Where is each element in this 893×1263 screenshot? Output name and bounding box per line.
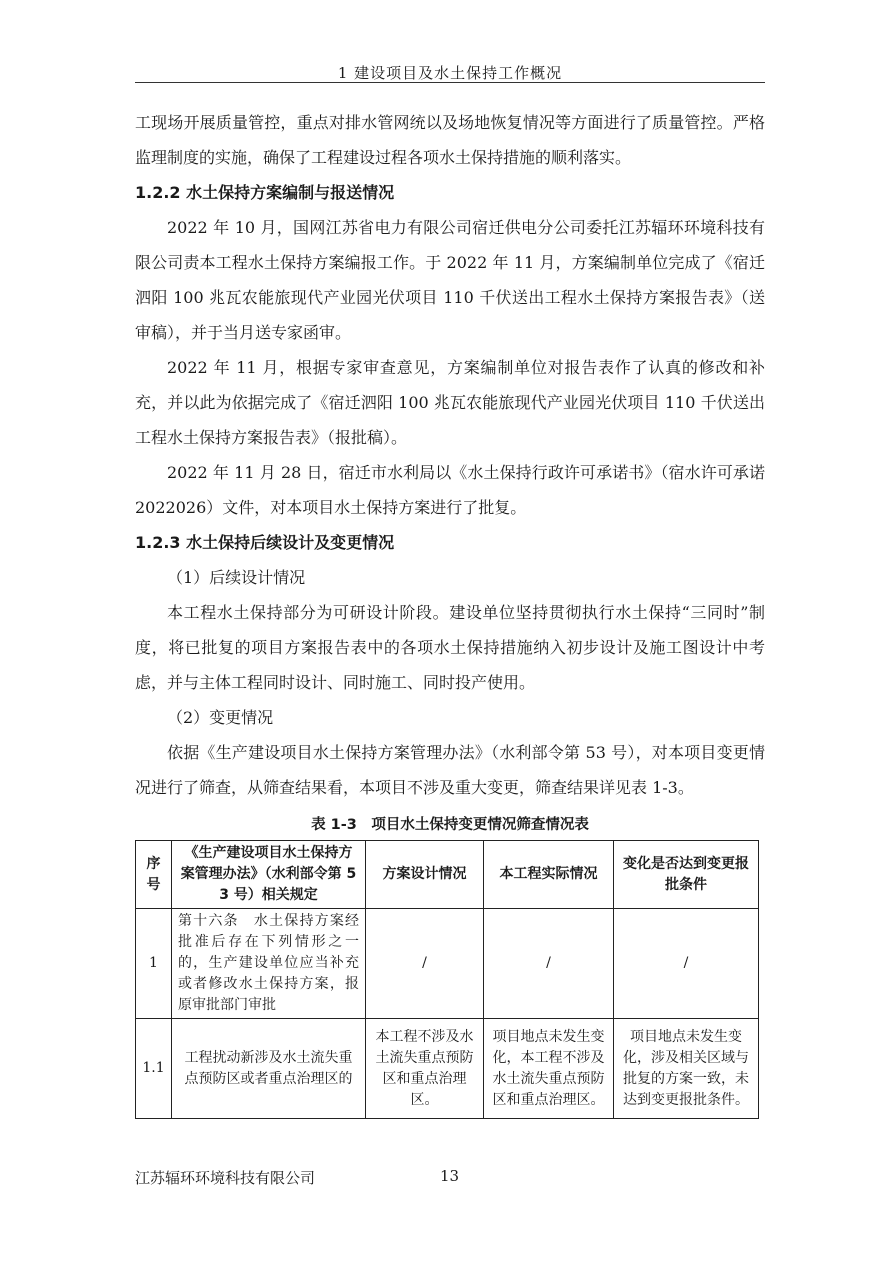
header-divider <box>135 82 765 83</box>
table-cell: / <box>366 909 484 1019</box>
table-cell: / <box>614 909 759 1019</box>
page-header: 1 建设项目及水土保持工作概况 <box>337 64 563 82</box>
page-number: 13 <box>440 1167 460 1185</box>
table-cell: 1.1 <box>136 1019 172 1119</box>
table-cell: 第十六条 水土保持方案经批准后存在下列情形之一的，生产建设单位应当补充或者修改水土保持方案，报原审批部门审批 <box>172 909 366 1019</box>
table-caption: 表 1-3 项目水土保持变更情况筛查情况表 <box>311 817 589 833</box>
table-header-row <box>136 841 759 909</box>
section-heading-1-2-2: 1.2.2 水土保持方案编制与报送情况 <box>135 183 395 202</box>
change-screening-table <box>135 840 759 1119</box>
paragraph: 2022 年 11 月 28 日，宿迁市水利局以《水土保持行政许可承诺书》（宿水许可承诺 2022026）文件，对本项目水土保持方案进行了批复。 <box>135 463 765 517</box>
page-body <box>135 105 765 1119</box>
header-cell: 变化是否达到变更报批条件 <box>614 841 759 909</box>
subheading-change: （2）变更情况 <box>167 708 274 727</box>
table-cell: 项目地点未发生变化，涉及相关区域与批复的方案一致，未达到变更报批条件。 <box>614 1019 759 1119</box>
table-row <box>136 909 759 1019</box>
table-cell: 1 <box>136 909 172 1019</box>
table-cell: 工程扰动新涉及水土流失重点预防区或者重点治理区的 <box>172 1019 366 1119</box>
paragraph: 依据《生产建设项目水土保持方案管理办法》（水利部令第 53 号），对本项目变更情况进行了筛查，从筛查结果看，本项目不涉及重大变更，筛查结果详见表 1-3。 <box>135 743 765 797</box>
table-row <box>136 1019 759 1119</box>
table-cell: / <box>484 909 614 1019</box>
paragraph: 2022 年 10 月，国网江苏省电力有限公司宿迁供电分公司委托江苏辐环环境科技有限公司责本工程水土保持方案编报工作。于 2022 年 11 月，方案编制单位完成了《宿迁泗阳 100 兆瓦农能旅现代产业园光伏项目 110 千伏送出工程水土保持方案报告表》（送审稿），并于当月送专家函审。 <box>135 218 765 342</box>
paragraph: 本工程水土保持部分为可研设计阶段。建设单位坚持贯彻执行水土保持“三同时”制度，将已批复的项目方案报告表中的各项水土保持措施纳入初步设计及施工图设计中考虑，并与主体工程同时设计、同时施工、同时投产使用。 <box>135 603 765 692</box>
header-cell: 序号 <box>136 841 172 909</box>
subheading-design: （1）后续设计情况 <box>167 568 306 587</box>
section-heading-1-2-3: 1.2.3 水土保持后续设计及变更情况 <box>135 533 395 552</box>
paragraph: 工现场开展质量管控，重点对排水管网统以及场地恢复情况等方面进行了质量管控。严格监理制度的实施，确保了工程建设过程各项水土保持措施的顺利落实。 <box>135 113 765 167</box>
paragraph: 2022 年 11 月，根据专家审查意见，方案编制单位对报告表作了认真的修改和补充，并以此为依据完成了《宿迁泗阳 100 兆瓦农能旅现代产业园光伏项目 110 千伏送出工程水土保持方案报告表》（报批稿）。 <box>135 358 765 447</box>
footer-company: 江苏辐环环境科技有限公司 <box>135 1169 316 1187</box>
table-cell: 项目地点未发生变化，本工程不涉及水土流失重点预防区和重点治理区。 <box>484 1019 614 1119</box>
header-cell: 方案设计情况 <box>366 841 484 909</box>
header-cell: 《生产建设项目水土保持方案管理办法》（水利部令第 53 号）相关规定 <box>172 841 366 909</box>
table-cell: 本工程不涉及水土流失重点预防区和重点治理区。 <box>366 1019 484 1119</box>
header-cell: 本工程实际情况 <box>484 841 614 909</box>
